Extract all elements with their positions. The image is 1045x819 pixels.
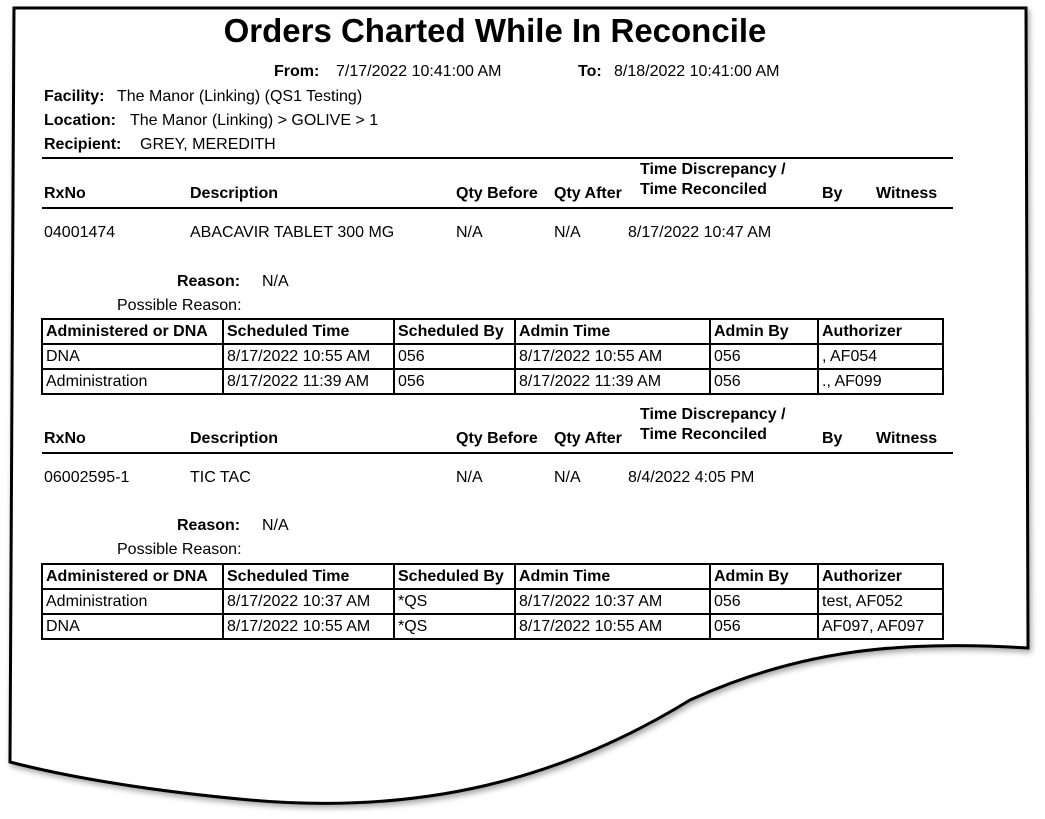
col-qty-after: Qty After	[554, 185, 622, 202]
col-qty-before: Qty Before	[456, 185, 538, 202]
admin-header-cell: Scheduled Time	[223, 564, 394, 589]
admin-header-cell: Administered or DNA	[42, 564, 223, 589]
scheduled-by: 056	[394, 369, 515, 394]
col-rxno: RxNo	[44, 185, 86, 202]
admin-header-cell: Admin By	[710, 319, 818, 344]
admin-type: DNA	[42, 344, 223, 369]
scheduled-time: 8/17/2022 10:37 AM	[223, 589, 394, 614]
admin-table	[41, 318, 944, 395]
authorizer: test, AF052	[818, 589, 943, 614]
admin-header-cell: Admin By	[710, 564, 818, 589]
location-value: The Manor (Linking) > GOLIVE > 1	[130, 112, 379, 129]
admin-header-cell: Admin Time	[515, 319, 710, 344]
order-description: ABACAVIR TABLET 300 MG	[190, 224, 395, 241]
to-value: 8/18/2022 10:41:00 AM	[614, 63, 780, 80]
scheduled-time: 8/17/2022 11:39 AM	[223, 369, 394, 394]
header-rule-top	[42, 157, 953, 159]
col-description: Description	[190, 185, 279, 202]
col-description: Description	[190, 430, 279, 447]
admin-by: 056	[710, 614, 818, 639]
scheduled-time: 8/17/2022 10:55 AM	[223, 344, 394, 369]
col-by: By	[822, 430, 843, 447]
reason-value: N/A	[262, 273, 289, 290]
scheduled-by: 056	[394, 344, 515, 369]
admin-header-cell: Scheduled By	[394, 319, 515, 344]
authorizer: , AF054	[818, 344, 943, 369]
reason-value: N/A	[262, 517, 289, 534]
order-time: 8/17/2022 10:47 AM	[628, 224, 772, 241]
table-row	[42, 589, 943, 614]
admin-time: 8/17/2022 10:37 AM	[515, 589, 710, 614]
table-row	[42, 369, 943, 394]
from-label: From:	[274, 63, 320, 80]
header-rule-bottom	[42, 452, 953, 454]
possible-reason-label: Possible Reason:	[117, 541, 242, 558]
admin-header-cell: Scheduled Time	[223, 319, 394, 344]
admin-by: 056	[710, 369, 818, 394]
order-qty-after: N/A	[554, 224, 581, 241]
admin-table	[41, 563, 944, 640]
admin-type: DNA	[42, 614, 223, 639]
authorizer: ., AF099	[818, 369, 943, 394]
col-witness: Witness	[876, 430, 938, 447]
admin-by: 056	[710, 344, 818, 369]
report-title: Orders Charted While In Reconcile	[223, 12, 767, 49]
admin-table-header	[42, 564, 943, 589]
admin-header-cell: Admin Time	[515, 564, 710, 589]
col-time-reconciled: Time Reconciled	[640, 181, 767, 198]
facility-value: The Manor (Linking) (QS1 Testing)	[117, 88, 363, 105]
recipient-value: GREY, MEREDITH	[140, 136, 276, 153]
possible-reason-label: Possible Reason:	[117, 297, 242, 314]
col-by: By	[822, 185, 843, 202]
from-value: 7/17/2022 10:41:00 AM	[336, 63, 502, 80]
col-qty-after: Qty After	[554, 430, 622, 447]
order-rxno: 06002595-1	[44, 469, 130, 486]
admin-time: 8/17/2022 10:55 AM	[515, 344, 710, 369]
col-qty-before: Qty Before	[456, 430, 538, 447]
facility-label: Facility:	[44, 88, 105, 105]
order-qty-after: N/A	[554, 469, 581, 486]
admin-header-cell: Authorizer	[818, 564, 943, 589]
admin-type: Administration	[42, 589, 223, 614]
admin-time: 8/17/2022 11:39 AM	[515, 369, 710, 394]
admin-table-header	[42, 319, 943, 344]
authorizer: AF097, AF097	[818, 614, 943, 639]
admin-by: 056	[710, 589, 818, 614]
admin-time: 8/17/2022 10:55 AM	[515, 614, 710, 639]
col-time-disc: Time Discrepancy /	[640, 161, 786, 178]
col-rxno: RxNo	[44, 430, 86, 447]
order-qty-before: N/A	[456, 469, 483, 486]
col-time-disc: Time Discrepancy /	[640, 406, 786, 423]
admin-header-cell: Authorizer	[818, 319, 943, 344]
order-rxno: 04001474	[44, 224, 116, 241]
table-row	[42, 614, 943, 639]
scheduled-by: *QS	[394, 614, 515, 639]
location-label: Location:	[44, 112, 116, 129]
reason-label: Reason:	[177, 273, 241, 290]
recipient-label: Recipient:	[44, 136, 122, 153]
col-time-reconciled: Time Reconciled	[640, 426, 767, 443]
to-label: To:	[578, 63, 602, 80]
table-row	[42, 344, 943, 369]
col-witness: Witness	[876, 185, 938, 202]
scheduled-by: *QS	[394, 589, 515, 614]
order-description: TIC TAC	[190, 469, 251, 486]
reason-label: Reason:	[177, 517, 241, 534]
admin-type: Administration	[42, 369, 223, 394]
admin-header-cell: Scheduled By	[394, 564, 515, 589]
header-rule-bottom	[42, 207, 953, 209]
admin-header-cell: Administered or DNA	[42, 319, 223, 344]
order-time: 8/4/2022 4:05 PM	[628, 469, 755, 486]
order-qty-before: N/A	[456, 224, 483, 241]
scheduled-time: 8/17/2022 10:55 AM	[223, 614, 394, 639]
